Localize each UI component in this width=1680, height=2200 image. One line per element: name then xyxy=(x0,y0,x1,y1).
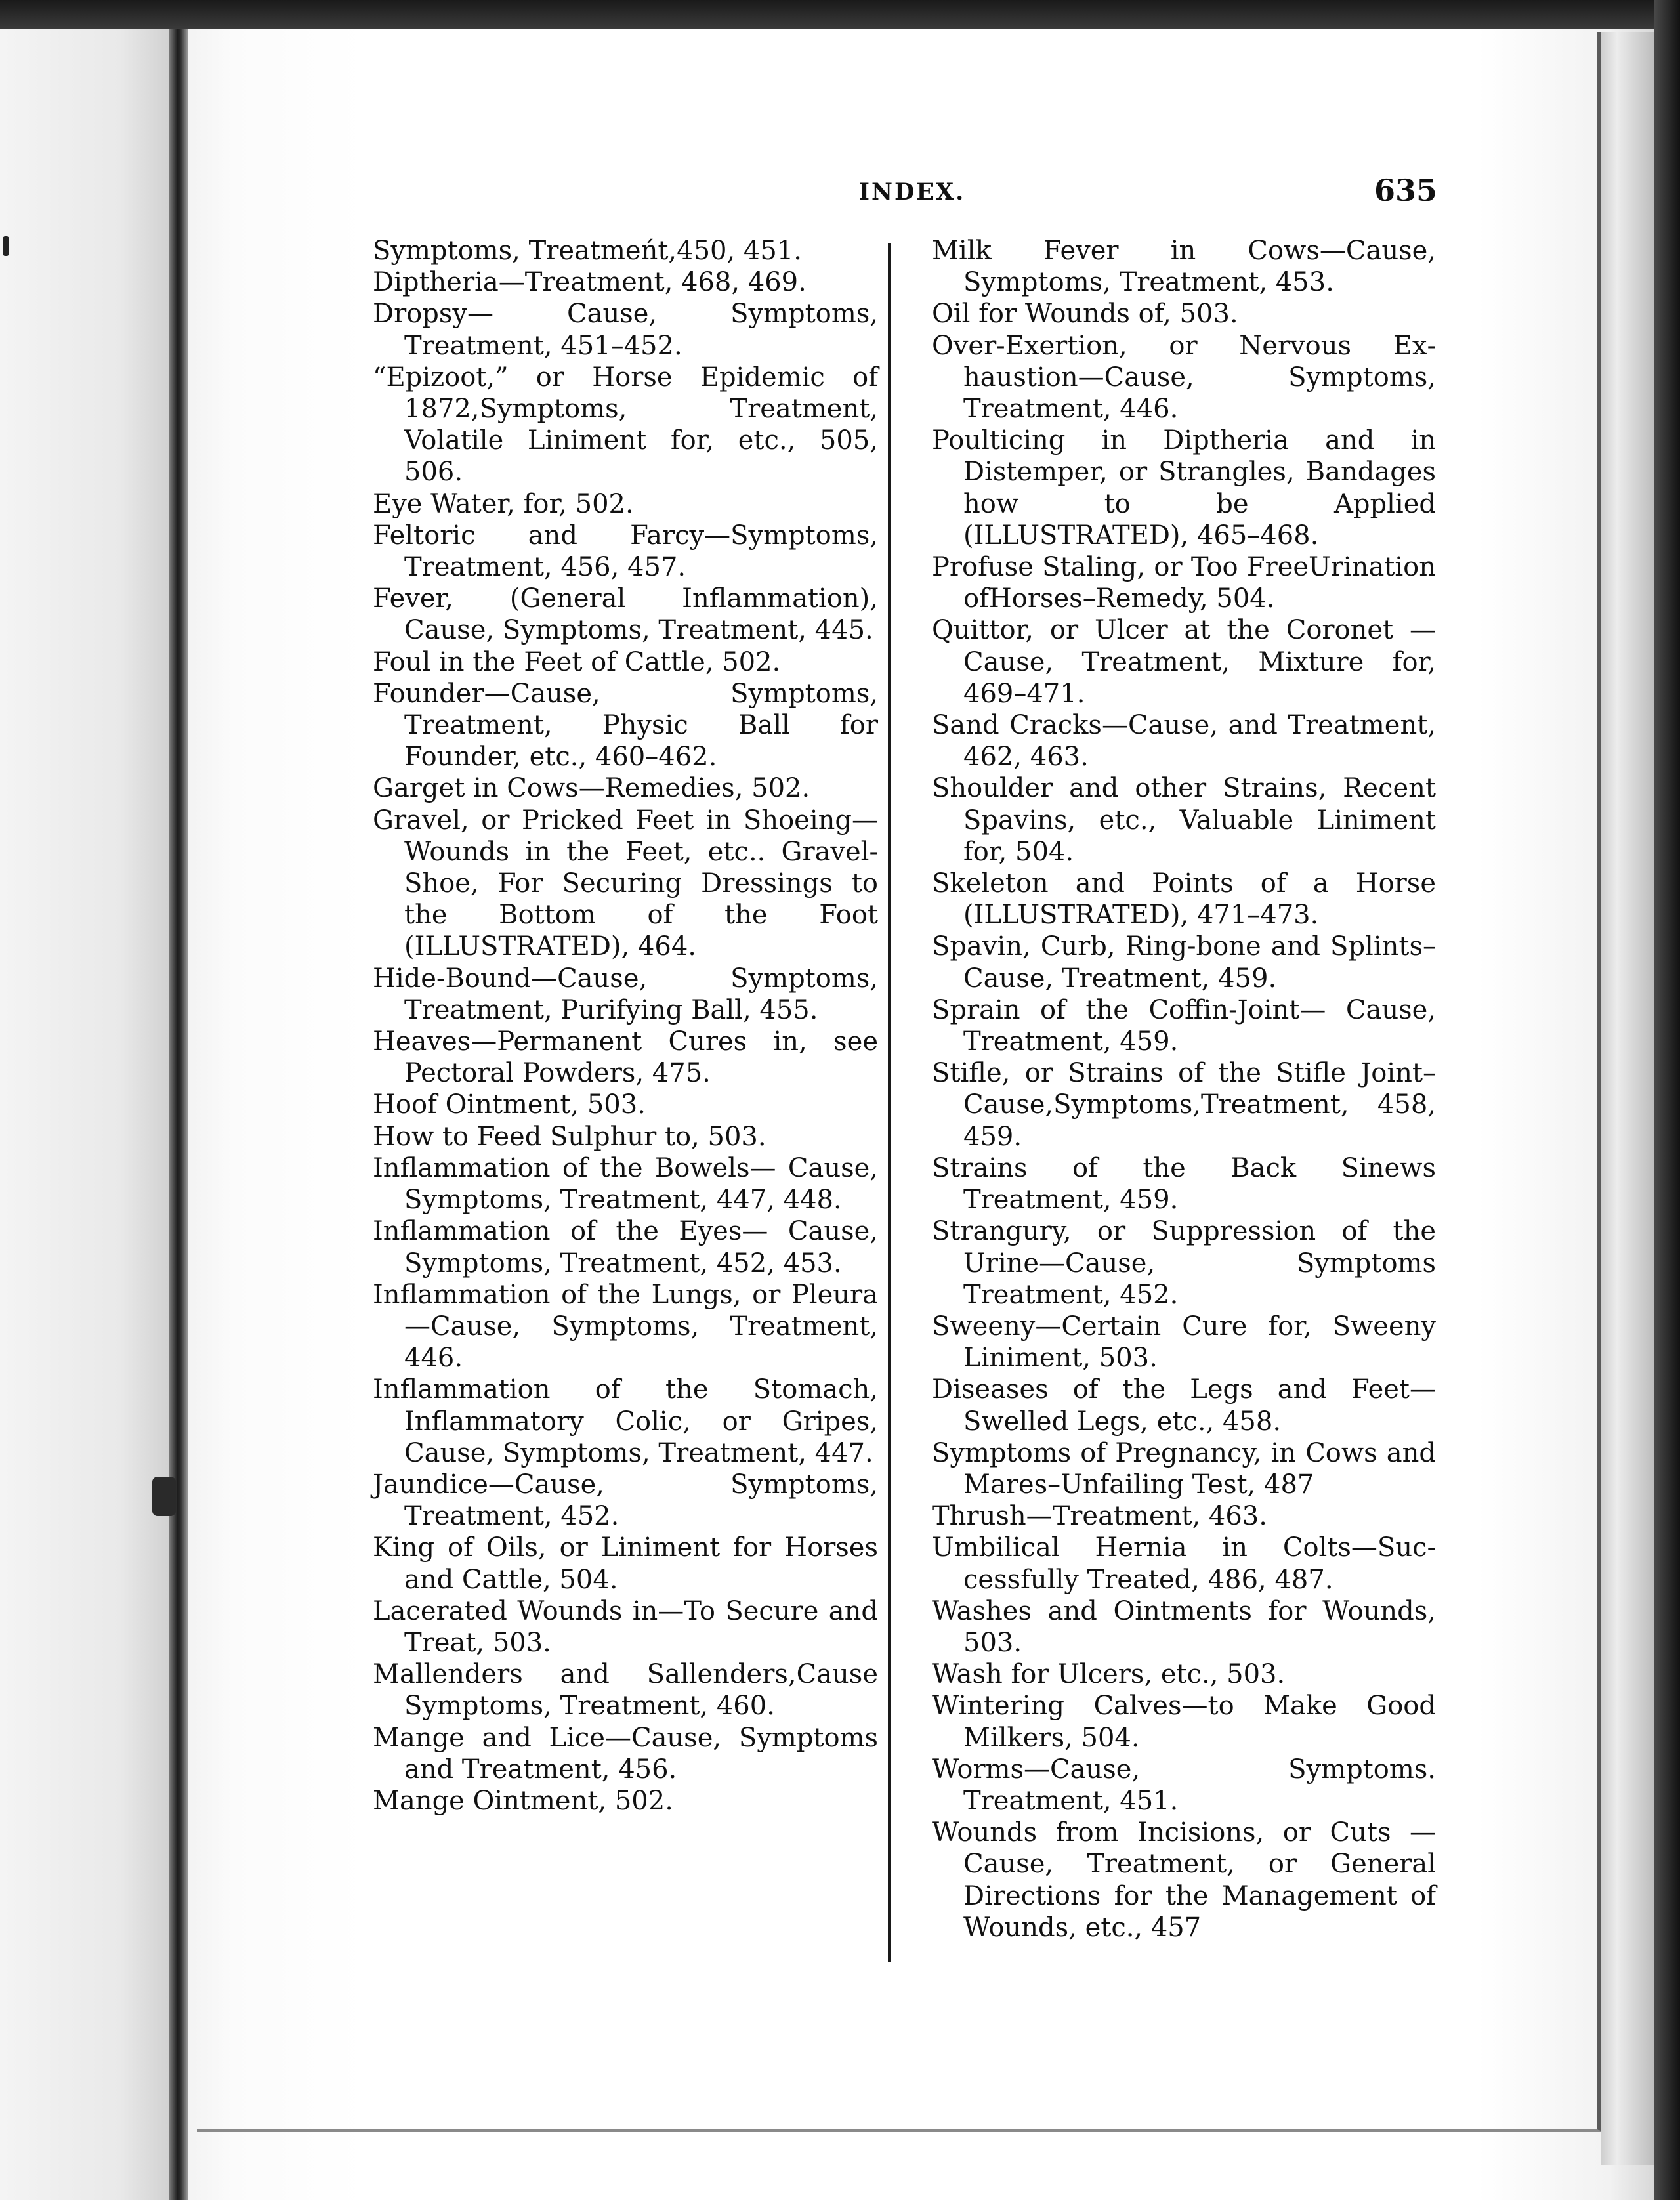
index-entry: Diseases of the Legs and Feet— Swelled Legs, etc., 458. xyxy=(932,1374,1436,1437)
index-entry: Profuse Staling, or Too FreeUrination ofHorses–Remedy, 504. xyxy=(932,552,1436,614)
index-entry: Symptoms, Treatmeńt,450, 451. xyxy=(373,236,802,266)
index-entry: Inflammation of the Stomach, Inflammatory Colic, or Gripes, Cause, Symptoms, Treatment, 447. xyxy=(373,1374,878,1468)
running-header-title: INDEX. xyxy=(858,179,966,205)
index-entry: Mange and Lice—Cause, Symptoms and Treatment, 456. xyxy=(373,1722,878,1785)
page-number: 635 xyxy=(1374,173,1437,208)
ink-smudge xyxy=(152,1477,176,1516)
index-entry: Strains of the Back Sinews Treatment, 459. xyxy=(932,1153,1436,1216)
index-entry: Shoulder and other Strains, Recent Spavins, etc., Valuable Liniment for, 504. xyxy=(932,773,1436,867)
scanner-top-edge xyxy=(0,0,1680,29)
index-column-right xyxy=(932,235,1436,1943)
index-entry: Over-Exertion, or Nervous Exhaustion—Cause, Symptoms, Treatment, 446. xyxy=(932,330,1436,425)
facing-page-strip xyxy=(0,29,172,2200)
index-entry: Poulticing in Diptheria and in Distemper, or Strangles, Bandages how to be Applied (ILLUSTRATED), 465–468. xyxy=(932,425,1436,551)
page-edge-shade xyxy=(1601,32,1654,2165)
index-column-left xyxy=(373,235,878,1817)
index-entry: Mange Ointment, 502. xyxy=(373,1785,673,1816)
index-entry: Milk Fever in Cows—Cause, Symptoms, Treatment, 453. xyxy=(932,236,1436,298)
index-entry: Founder—Cause, Symptoms, Treatment, Physic Ball for Founder, etc., 460–462. xyxy=(373,678,878,772)
index-entry: Sweeny—Certain Cure for, Sweeny Liniment, 503. xyxy=(932,1311,1436,1374)
index-entry: Strangury, or Suppression of the Urine—Cause, Symptoms Treatment, 452. xyxy=(932,1216,1436,1310)
index-entry: Wounds from Incisions, or Cuts —Cause, Treatment, or General Directions for the Management of Wounds, etc., 457 xyxy=(932,1817,1436,1943)
index-entry: Sand Cracks—Cause, and Treatment, 462, 463. xyxy=(932,710,1436,772)
index-entry: Wintering Calves—to Make Good Milkers, 504. xyxy=(932,1691,1436,1753)
index-entry: Inflammation of the Bowels— Cause, Symptoms, Treatment, 447, 448. xyxy=(373,1153,878,1216)
index-entry: Diptheria—Treatment, 468, 469. xyxy=(373,267,807,298)
index-entry: Thrush—Treatment, 463. xyxy=(932,1501,1267,1532)
index-entry: Quittor, or Ulcer at the Coronet —Cause, Treatment, Mixture for, 469–471. xyxy=(932,615,1436,709)
index-entry: Stifle, or Strains of the Stifle Joint–Cause,Symptoms,Treatment, 458, 459. xyxy=(932,1058,1436,1152)
index-entry: Symptoms of Pregnancy, in Cows and Mares–Unfailing Test, 487 xyxy=(932,1437,1436,1500)
index-entry: Umbilical Hernia in Colts—Successfully Treated, 486, 487. xyxy=(932,1533,1436,1595)
column-divider-rule xyxy=(888,243,891,1962)
index-entry: Worms—Cause, Symptoms. Treatment, 451. xyxy=(932,1754,1436,1816)
index-entry: King of Oils, or Liniment for Horses and Cattle, 504. xyxy=(373,1533,878,1595)
index-entry: Heaves—Permanent Cures in, see Pectoral Powders, 475. xyxy=(373,1026,878,1089)
index-entry: Spavin, Curb, Ring-bone and Splints–Cause, Treatment, 459. xyxy=(932,931,1436,994)
index-entry: Hoof Ointment, 503. xyxy=(373,1089,646,1120)
index-entry: “Epizoot,” or Horse Epidemic of 1872,Symptoms, Treatment, Volatile Liniment for, etc., 505, 506. xyxy=(373,362,878,488)
index-entry: Garget in Cows—Remedies, 502. xyxy=(373,773,810,804)
index-entry: Inflammation of the Lungs, or Pleura—Cause, Symptoms, Treatment, 446. xyxy=(373,1279,878,1374)
index-entry: Gravel, or Pricked Feet in Shoeing—Wounds in the Feet, etc.. Gravel-Shoe, For Securing Dressings to the Bottom of the Foot (ILLUSTRATED), 464. xyxy=(373,805,878,962)
index-entry: Inflammation of the Eyes— Cause, Symptoms, Treatment, 452, 453. xyxy=(373,1216,878,1279)
index-entry: Foul in the Feet of Cattle, 502. xyxy=(373,646,781,677)
index-entry: Jaundice—Cause, Symptoms, Treatment, 452. xyxy=(373,1469,878,1532)
index-entry: Mallenders and Sallenders,Cause Symptoms, Treatment, 460. xyxy=(373,1659,878,1722)
book-spine xyxy=(169,29,188,2200)
index-entry: Wash for Ulcers, etc., 503. xyxy=(932,1659,1286,1690)
index-entry: Feltoric and Farcy—Symptoms, Treatment, 456, 457. xyxy=(373,520,878,583)
index-entry: Fever, (General Inflammation), Cause, Symptoms, Treatment, 445. xyxy=(373,583,878,646)
index-entry: Oil for Wounds of, 503. xyxy=(932,299,1238,329)
index-entry: How to Feed Sulphur to, 503. xyxy=(373,1121,766,1152)
index-entry: Hide-Bound—Cause, Symptoms, Treatment, Purifying Ball, 455. xyxy=(373,963,878,1025)
left-edge-mark xyxy=(3,236,9,256)
index-entry: Skeleton and Points of a Horse (ILLUSTRATED), 471–473. xyxy=(932,868,1436,931)
index-entry: Eye Water, for, 502. xyxy=(373,488,634,519)
index-entry: Washes and Ointments for Wounds, 503. xyxy=(932,1596,1436,1658)
scanner-right-edge xyxy=(1654,0,1680,2200)
index-entry: Lacerated Wounds in—To Secure and Treat, 503. xyxy=(373,1596,878,1658)
index-entry: Dropsy— Cause, Symptoms, Treatment, 451–452. xyxy=(373,299,878,361)
index-entry: Sprain of the Coffin-Joint— Cause, Treatment, 459. xyxy=(932,994,1436,1057)
